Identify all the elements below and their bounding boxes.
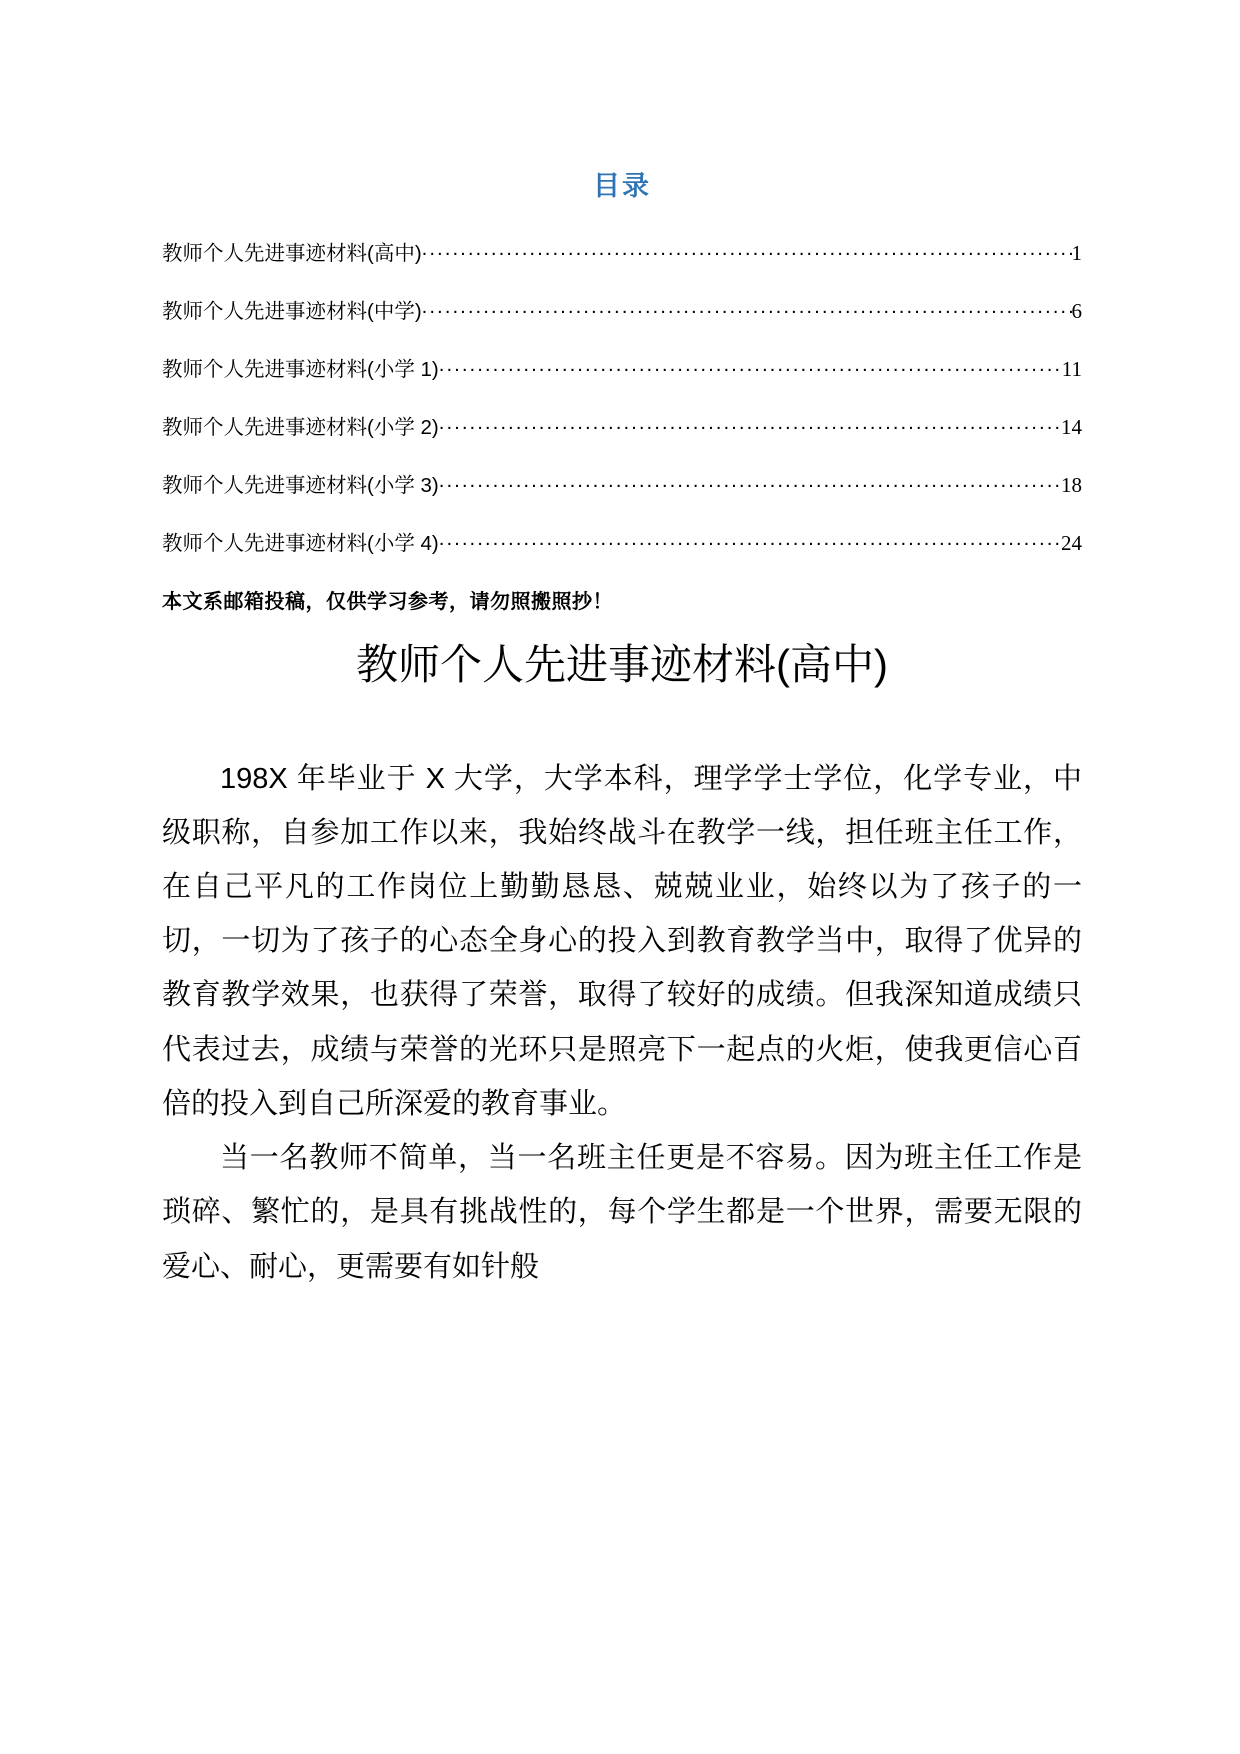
toc-dot-leader	[439, 472, 1061, 492]
toc-dot-leader	[439, 414, 1061, 434]
toc-entry-page-number: 18	[1061, 473, 1082, 498]
toc-dot-leader	[422, 240, 1072, 260]
toc-entry[interactable]	[162, 298, 1082, 323]
disclaimer-notice: 本文系邮箱投稿，仅供学习参考，请勿照搬照抄！	[162, 590, 613, 613]
article-body	[162, 752, 1082, 1294]
toc-list	[162, 240, 1082, 555]
toc-dot-leader	[439, 530, 1061, 550]
document-title: 教师个人先进事迹材料(高中)	[356, 640, 888, 688]
body-paragraph: 当一名教师不简单，当一名班主任更是不容易。因为班主任工作是琐碎、繁忙的，是具有挑战性的，每个学生都是一个世界，需要无限的爱心、耐心，更需要有如针般	[162, 1142, 1082, 1283]
toc-entry[interactable]	[162, 414, 1082, 439]
toc-entry-page-number: 24	[1061, 531, 1082, 556]
toc-entry-label: 教师个人先进事迹材料(中学)	[162, 300, 422, 324]
toc-heading: 目录	[593, 171, 651, 201]
toc-entry-page-number: 14	[1061, 415, 1082, 440]
toc-entry-page-number: 11	[1061, 357, 1082, 382]
toc-dot-leader	[422, 298, 1072, 318]
toc-entry-page-number: 1	[1071, 241, 1082, 266]
toc-entry-label: 教师个人先进事迹材料(小学 3)	[162, 474, 439, 498]
toc-entry-label: 教师个人先进事迹材料(小学 1)	[162, 358, 439, 382]
toc-entry-label: 教师个人先进事迹材料(高中)	[162, 242, 422, 266]
toc-entry-page-number: 6	[1071, 299, 1082, 324]
toc-entry[interactable]	[162, 472, 1082, 497]
body-paragraph: 198X 年毕业于 X 大学，大学本科，理学学士学位，化学专业，中级职称，自参加工作以来，我始终战斗在教学一线，担任班主任工作，在自己平凡的工作岗位上勤勤恳恳、兢兢业业，始终以为了孩子的一切，一切为了孩子的心态全身心的投入到教育教学当中，取得了优异的教育教学效果，也获得了荣誉，取得了较好的成绩。但我深知道成绩只代表过去，成绩与荣誉的光环只是照亮下一起点的火炬，使我更信心百倍的投入到自己所深爱的教育事业。	[162, 762, 1082, 1120]
toc-entry[interactable]	[162, 356, 1082, 381]
toc-entry-label: 教师个人先进事迹材料(小学 4)	[162, 532, 439, 556]
toc-entry[interactable]	[162, 530, 1082, 555]
toc-dot-leader	[439, 356, 1062, 376]
toc-entry-label: 教师个人先进事迹材料(小学 2)	[162, 416, 439, 440]
toc-entry[interactable]	[162, 240, 1082, 265]
